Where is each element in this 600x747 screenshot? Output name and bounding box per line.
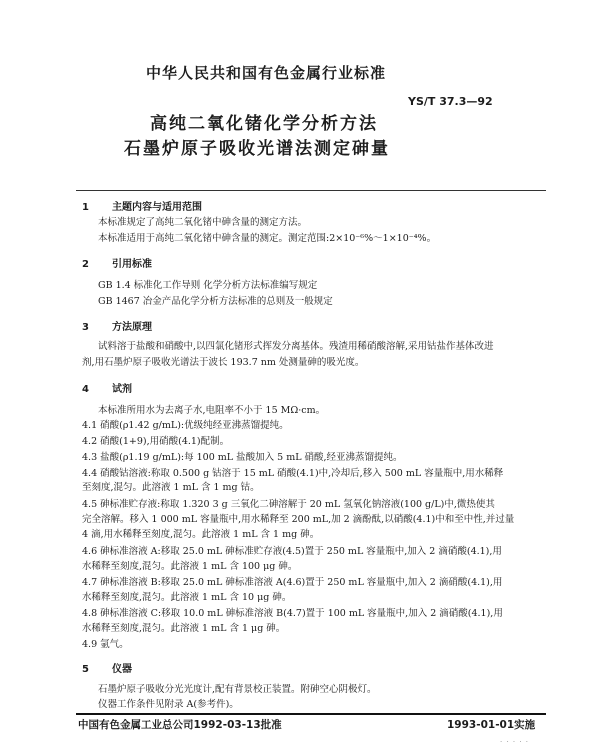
document-title-line-1: 高纯二氧化锗化学分析方法 <box>150 114 378 134</box>
reagent-item: 4.3 盐酸(ρ1.19 g/mL):每 100 mL 盐酸加入 5 mL 硝酸,经亚沸蒸馏提纯。 <box>82 452 403 463</box>
footer-divider <box>76 713 546 715</box>
section-heading: 1 主题内容与适用范围 <box>82 202 202 213</box>
title-divider <box>76 190 546 191</box>
reagent-item: 4.5 砷标准贮存液:称取 1.320 3 g 三氧化二砷溶解于 20 mL 氢氧化钠溶液(100 g/L)中,微热使其 <box>82 499 495 510</box>
section-heading: 3 方法原理 <box>82 322 152 333</box>
reagent-continuation: 水稀释至刻度,混匀。此溶液 1 mL 含 1 μg 砷。 <box>82 623 286 634</box>
effective-date: 1993-01-01实施 <box>447 719 536 731</box>
paragraph-line: 剂,用石墨炉原子吸收光谱法于波长 193.7 nm 处测量砷的吸光度。 <box>82 357 365 368</box>
paragraph-line: 本标准适用于高纯二氧化锗中砷含量的测定。测定范围:2×10⁻⁶%～1×10⁻⁴%。 <box>98 233 437 244</box>
reagent-continuation: 完全溶解。移入 1 000 mL 容量瓶中,用水稀释至 200 mL,加 2 滴酚酞,以硝酸(4.1)中和至中性,并过量 <box>82 514 515 525</box>
standard-number: YS/T 37.3—92 <box>408 95 493 108</box>
reagent-item: 4.1 硝酸(ρ1.42 g/mL):优级纯经亚沸蒸馏提纯。 <box>82 420 289 431</box>
paragraph-line: 本标准所用水为去离子水,电阻率不小于 15 MΩ·cm。 <box>98 405 326 416</box>
reagent-item: 4.9 氩气。 <box>82 639 129 650</box>
approval-date: 中国有色金属工业总公司1992-03-13批准 <box>78 719 282 731</box>
section-heading: 2 引用标准 <box>82 259 152 270</box>
reagent-continuation: 水稀释至刻度,混匀。此溶液 1 mL 含 100 μg 砷。 <box>82 561 298 572</box>
reference-line: GB 1.4 标准化工作导则 化学分析方法标准编写规定 <box>98 280 318 291</box>
reagent-item: 4.8 砷标准溶液 C:移取 10.0 mL 砷标准溶液 B(4.7)置于 100 mL 容量瓶中,加入 2 滴硝酸(4.1),用 <box>82 608 503 619</box>
paragraph-line: 本标准规定了高纯二氧化锗中砷含量的测定方法。 <box>98 217 308 228</box>
reagent-item: 4.2 硝酸(1+9),用硝酸(4.1)配制。 <box>82 436 230 447</box>
scan-artifact: · · · · · <box>500 738 530 746</box>
reagent-continuation: 水稀释至刻度,混匀。此溶液 1 mL 含 10 μg 砷。 <box>82 592 292 603</box>
reagent-item: 4.6 砷标准溶液 A:移取 25.0 mL 砷标准贮存液(4.5)置于 250 mL 容量瓶中,加入 2 滴硝酸(4.1),用 <box>82 546 502 557</box>
section-heading: 4 试剂 <box>82 384 132 395</box>
paragraph-line: 仪器工作条件见附录 A(参考件)。 <box>98 699 239 710</box>
reference-line: GB 1467 冶金产品化学分析方法标准的总则及一般规定 <box>98 296 333 307</box>
paragraph-line: 石墨炉原子吸收分光光度计,配有背景校正装置。附砷空心阴极灯。 <box>98 684 377 695</box>
section-heading: 5 仪器 <box>82 664 132 675</box>
reagent-continuation: 至刻度,混匀。此溶液 1 mL 含 1 mg 钴。 <box>82 482 260 493</box>
reagent-continuation: 4 滴,用水稀释至刻度,混匀。此溶液 1 mL 含 1 mg 砷。 <box>82 529 320 540</box>
document-title-line-2: 石墨炉原子吸收光谱法测定砷量 <box>124 139 390 159</box>
paragraph-line: 试料溶于盐酸和硝酸中,以四氯化锗形式挥发分离基体。残渣用稀硝酸溶解,采用钴盐作基体改进 <box>98 341 494 352</box>
standard-category-header: 中华人民共和国有色金属行业标准 <box>146 64 387 82</box>
reagent-item: 4.4 硝酸钴溶液:称取 0.500 g 钴溶于 15 mL 硝酸(4.1)中,冷却后,移入 500 mL 容量瓶中,用水稀释 <box>82 468 504 479</box>
reagent-item: 4.7 砷标准溶液 B:移取 25.0 mL 砷标准溶液 A(4.6)置于 250 mL 容量瓶中,加入 2 滴硝酸(4.1),用 <box>82 577 503 588</box>
